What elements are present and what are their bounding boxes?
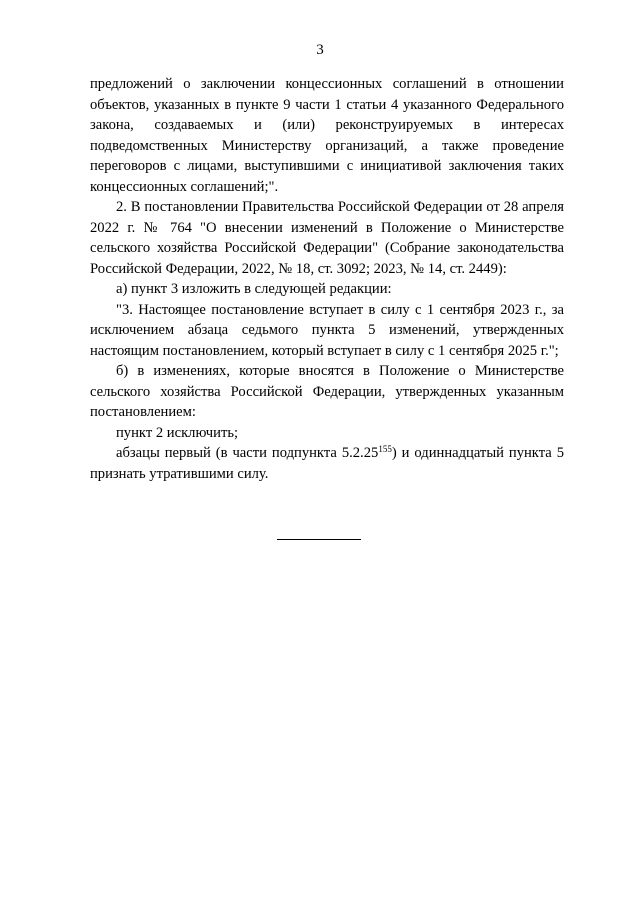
paragraph — [90, 443, 564, 484]
document-body — [90, 74, 564, 484]
separator-line — [277, 539, 361, 540]
paragraph-text: абзацы первый (в части подпункта 5.2.25 — [116, 445, 379, 461]
paragraph: а) пункт 3 изложить в следующей редакции: — [116, 281, 392, 297]
page-number: 3 — [316, 42, 324, 58]
footnote-superscript: 155 — [378, 444, 392, 454]
paragraph: 2. В постановлении Правительства Российской Федерации от 28 апреля 2022 г. № 764 "О внесении изменений в Положение о Министерстве сельского хозяйства Российской Федерации" (Собрание законодательства Российской Федерации, 2022, № 18, ст. 3092; 2023, № 14, ст. 2449): — [90, 199, 564, 277]
paragraph: "3. Настоящее постановление вступает в силу с 1 сентября 2023 г., за исключением абзаца седьмого пункта 5 изменений, утвержденных настоящим постановлением, который вступает в силу с 1 сентября 2025 г."; — [90, 301, 564, 359]
paragraph-text: ) и одиннадцатый пункта 5 признать утратившими силу. — [90, 445, 564, 482]
paragraph: предложений о заключении концессионных соглашений в отношении объектов, указанных в пункте 9 части 1 статьи 4 указанного Федерального закона, создаваемых и (или) реконструируемых в интересах подведомственных Министерству организаций, а также проведение переговоров с лицами, выступившими с инициативой заключения таких концессионных соглашений;". — [90, 76, 564, 195]
paragraph: пункт 2 исключить; — [116, 424, 239, 441]
paragraph: б) в изменениях, которые вносятся в Положение о Министерстве сельского хозяйства Российской Федерации, утвержденных указанным постановлением: — [90, 363, 564, 420]
